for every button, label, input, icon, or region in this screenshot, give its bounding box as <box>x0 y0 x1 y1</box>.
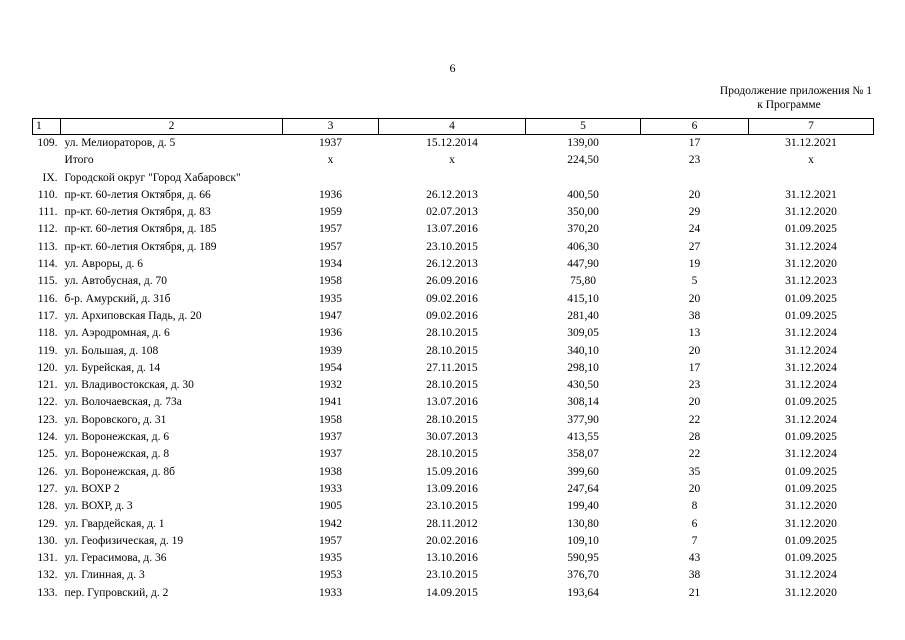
column-header: 5 <box>526 119 641 135</box>
year-cell: 1939 <box>319 344 342 357</box>
residents-cell: 5 <box>691 275 698 288</box>
deadline-cell: 01.09.2025 <box>785 534 837 547</box>
year-cell: 1957 <box>319 534 342 547</box>
row-number-cell: 110. <box>37 188 58 201</box>
table-row <box>33 516 874 533</box>
column-header: 1 <box>33 119 61 135</box>
date-cell: 28.11.2012 <box>426 517 478 530</box>
table-row <box>33 412 874 429</box>
row-number-cell: 117. <box>37 309 58 322</box>
residents-cell: 35 <box>688 465 701 478</box>
row-number-cell: 126. <box>37 465 58 478</box>
year-cell: 1947 <box>319 309 342 322</box>
row-number-cell: 114. <box>37 258 58 271</box>
residents-cell: 20 <box>688 344 701 357</box>
address-cell: ул. Авроры, д. 6 <box>64 258 144 271</box>
table-row <box>33 429 874 446</box>
area-cell: 281,40 <box>567 309 599 322</box>
residents-cell: 24 <box>688 223 701 236</box>
area-cell: 130,80 <box>567 517 599 530</box>
table-header <box>33 119 874 135</box>
address-cell: ул. Герасимова, д. 36 <box>64 552 167 565</box>
row-number-cell: 111. <box>38 206 58 219</box>
area-cell: 350,00 <box>567 206 599 219</box>
address-cell: ул. Архиповская Падь, д. 20 <box>64 309 202 322</box>
year-cell: 1942 <box>319 517 342 530</box>
address-cell: ул. Воровского, д. 31 <box>64 413 167 426</box>
table-row <box>33 394 874 411</box>
column-header: 7 <box>749 119 874 135</box>
year-cell: 1905 <box>319 500 342 513</box>
date-cell: 13.07.2016 <box>426 223 478 236</box>
deadline-cell: 01.09.2025 <box>785 431 837 444</box>
row-number-cell: 113. <box>37 240 58 253</box>
deadline-cell: 31.12.2020 <box>785 586 837 599</box>
residents-cell: 8 <box>691 500 698 513</box>
deadline-cell: 31.12.2020 <box>785 517 837 530</box>
residents-cell: 17 <box>688 137 701 149</box>
residents-cell: 21 <box>688 586 701 599</box>
date-cell: 09.02.2016 <box>426 292 478 305</box>
area-cell: 400,50 <box>567 188 599 201</box>
area-cell: 309,05 <box>567 327 599 340</box>
year-cell: 1933 <box>319 482 342 495</box>
table-row <box>33 273 874 290</box>
date-cell: 13.07.2016 <box>426 396 478 409</box>
table-row <box>33 585 874 602</box>
date-cell: 13.09.2016 <box>426 482 478 495</box>
deadline-cell: 01.09.2025 <box>785 465 837 478</box>
header-row <box>33 119 874 135</box>
area-cell: 298,10 <box>567 361 599 374</box>
address-cell: ул. ВОХР 2 <box>64 482 120 495</box>
area-cell: 377,90 <box>567 413 599 426</box>
row-number-cell: 119. <box>37 344 58 357</box>
deadline-cell: 31.12.2024 <box>785 344 837 357</box>
date-cell: 26.12.2013 <box>426 258 478 271</box>
deadline-cell: 01.09.2025 <box>785 309 837 322</box>
address-cell: пер. Гупровский, д. 2 <box>64 586 169 599</box>
table-row <box>33 187 874 204</box>
date-cell: 23.10.2015 <box>426 240 478 253</box>
row-number-cell: 120. <box>37 361 58 374</box>
area-cell: 413,55 <box>567 431 599 444</box>
page-number: 6 <box>449 61 456 75</box>
table-row <box>33 325 874 342</box>
date-cell: 26.09.2016 <box>426 275 478 288</box>
date-cell: 15.09.2016 <box>426 465 478 478</box>
address-cell: ул. Воронежская, д. 8 <box>64 448 170 461</box>
address-cell: ул. Аэродромная, д. 6 <box>64 327 170 340</box>
row-number-cell: 116. <box>37 292 58 305</box>
column-header: 3 <box>283 119 379 135</box>
address-cell: ул. Глинная, д. 3 <box>64 569 145 582</box>
area-cell: 447,90 <box>567 258 599 271</box>
residents-cell: 13 <box>688 327 701 340</box>
row-number-cell: IX. <box>42 171 58 184</box>
appendix-note-line2: к Программе <box>757 99 821 111</box>
address-cell: ул. ВОХР, д. 3 <box>64 500 133 513</box>
residents-cell: 20 <box>688 482 701 495</box>
year-cell: 1934 <box>319 258 342 271</box>
date-cell: х <box>449 154 455 167</box>
houses-table <box>32 118 874 602</box>
deadline-cell: 31.12.2020 <box>785 258 837 271</box>
section-title: Городской округ "Город Хабаровск" <box>64 171 241 184</box>
residents-cell: 6 <box>691 517 698 530</box>
area-cell: 376,70 <box>567 569 599 582</box>
year-cell: 1953 <box>319 569 342 582</box>
address-cell: ул. Воронежская, д. 8б <box>64 465 176 478</box>
year-cell: 1932 <box>319 379 342 392</box>
total-row <box>33 152 874 169</box>
row-number-cell: 123. <box>37 413 58 426</box>
table-row <box>33 221 874 238</box>
column-header: 6 <box>641 119 749 135</box>
table-row <box>33 204 874 221</box>
area-cell: 415,10 <box>567 292 599 305</box>
appendix-note <box>660 84 872 112</box>
year-cell: 1937 <box>319 137 342 149</box>
address-cell: Итого <box>64 154 94 167</box>
date-cell: 30.07.2013 <box>426 431 478 444</box>
row-number-cell: 122. <box>37 396 58 409</box>
row-number-cell: 124. <box>37 431 58 444</box>
year-cell: 1958 <box>319 413 342 426</box>
area-cell: 75,80 <box>570 275 596 288</box>
table-row <box>33 291 874 308</box>
residents-cell: 38 <box>688 309 701 322</box>
year-cell: 1959 <box>319 206 342 219</box>
table-row <box>33 464 874 481</box>
residents-cell: 20 <box>688 188 701 201</box>
area-cell: 139,00 <box>567 137 599 149</box>
year-cell: 1938 <box>319 465 342 478</box>
area-cell: 308,14 <box>567 396 599 409</box>
date-cell: 28.10.2015 <box>426 448 478 461</box>
table-row <box>33 308 874 325</box>
area-cell: 193,64 <box>567 586 599 599</box>
address-cell: ул. Гвардейская, д. 1 <box>64 517 165 530</box>
row-number-cell: 130. <box>37 534 58 547</box>
row-number-cell: 115. <box>37 275 58 288</box>
year-cell: 1936 <box>319 327 342 340</box>
row-number-cell: 112. <box>37 223 58 236</box>
residents-cell: 19 <box>688 258 701 271</box>
date-cell: 14.09.2015 <box>426 586 478 599</box>
address-cell: пр-кт. 60-летия Октября, д. 66 <box>64 188 211 201</box>
deadline-cell: 31.12.2023 <box>785 275 837 288</box>
area-cell: 370,20 <box>567 223 599 236</box>
date-cell: 26.12.2013 <box>426 188 478 201</box>
residents-cell: 22 <box>688 413 701 426</box>
year-cell: 1935 <box>319 552 342 565</box>
deadline-cell: 31.12.2021 <box>785 137 837 149</box>
deadline-cell: 31.12.2020 <box>785 206 837 219</box>
table-row <box>33 343 874 360</box>
table-row <box>33 239 874 256</box>
area-cell: 247,64 <box>567 482 599 495</box>
area-cell: 340,10 <box>567 344 599 357</box>
deadline-cell: 01.09.2025 <box>785 223 837 236</box>
date-cell: 27.11.2015 <box>426 361 478 374</box>
date-cell: 15.12.2014 <box>426 137 478 149</box>
area-cell: 224,50 <box>567 154 599 167</box>
year-cell: 1936 <box>319 188 342 201</box>
deadline-cell: 31.12.2024 <box>785 379 837 392</box>
area-cell: 399,60 <box>567 465 599 478</box>
date-cell: 28.10.2015 <box>426 413 478 426</box>
deadline-cell: 31.12.2024 <box>785 361 837 374</box>
residents-cell: 38 <box>688 569 701 582</box>
row-number-cell: 133. <box>37 586 58 599</box>
deadline-cell: 01.09.2025 <box>785 292 837 305</box>
table-row <box>33 256 874 273</box>
residents-cell: 27 <box>688 240 701 253</box>
residents-cell: 23 <box>688 379 701 392</box>
deadline-cell: 31.12.2024 <box>785 240 837 253</box>
table-row <box>33 446 874 463</box>
year-cell: 1957 <box>319 240 342 253</box>
area-cell: 590,95 <box>567 552 599 565</box>
row-number-cell: 127. <box>37 482 58 495</box>
date-cell: 20.02.2016 <box>426 534 478 547</box>
row-number-cell: 121. <box>37 379 58 392</box>
year-cell: 1954 <box>319 361 342 374</box>
date-cell: 09.02.2016 <box>426 309 478 322</box>
column-header: 2 <box>61 119 283 135</box>
address-cell: пр-кт. 60-летия Октября, д. 189 <box>64 240 217 253</box>
table-row <box>33 498 874 515</box>
deadline-cell: 31.12.2024 <box>785 448 837 461</box>
year-cell: 1935 <box>319 292 342 305</box>
address-cell: б-р. Амурский, д. 31б <box>64 292 171 305</box>
address-cell: пр-кт. 60-летия Октября, д. 83 <box>64 206 211 219</box>
table-row <box>33 377 874 394</box>
year-cell: х <box>327 154 334 167</box>
deadline-cell: 01.09.2025 <box>785 552 837 565</box>
address-cell: ул. Владивостокская, д. 30 <box>64 379 194 392</box>
year-cell: 1933 <box>319 586 342 599</box>
row-number-cell: 125. <box>37 448 58 461</box>
address-cell: ул. Мелиораторов, д. 5 <box>64 137 176 149</box>
address-cell: ул. Геофизическая, д. 19 <box>64 534 184 547</box>
row-number-cell: 131. <box>37 552 58 565</box>
table-row <box>33 481 874 498</box>
deadline-cell: 31.12.2020 <box>785 500 837 513</box>
address-cell: ул. Большая, д. 108 <box>64 344 159 357</box>
year-cell: 1941 <box>319 396 342 409</box>
table-row <box>33 567 874 584</box>
residents-cell: 7 <box>691 534 698 547</box>
deadline-cell: 01.09.2025 <box>785 482 837 495</box>
date-cell: 02.07.2013 <box>426 206 478 219</box>
residents-cell: 22 <box>688 448 701 461</box>
date-cell: 23.10.2015 <box>426 500 478 513</box>
appendix-note-line1: Продолжение приложения № 1 <box>719 85 872 97</box>
row-number-cell <box>33 152 61 169</box>
table-row <box>33 360 874 377</box>
address-cell: ул. Автобусная, д. 70 <box>64 275 167 288</box>
deadline-cell: 31.12.2021 <box>785 188 837 201</box>
section-row <box>33 170 874 187</box>
date-cell: 28.10.2015 <box>426 327 478 340</box>
area-cell: 406,30 <box>567 240 599 253</box>
area-cell: 109,10 <box>567 534 599 547</box>
table-row <box>33 135 874 153</box>
deadline-cell: х <box>808 154 814 167</box>
residents-cell: 43 <box>688 552 701 565</box>
residents-cell: 20 <box>688 396 701 409</box>
deadline-cell: 31.12.2024 <box>785 413 837 426</box>
address-cell: ул. Воронежская, д. 6 <box>64 431 170 444</box>
area-cell: 430,50 <box>567 379 599 392</box>
date-cell: 23.10.2015 <box>426 569 478 582</box>
address-cell: ул. Волочаевская, д. 73а <box>64 396 182 409</box>
residents-cell: 28 <box>688 431 701 444</box>
row-number-cell: 129. <box>37 517 58 530</box>
deadline-cell: 01.09.2025 <box>785 396 837 409</box>
year-cell: 1957 <box>319 223 342 236</box>
year-cell: 1958 <box>319 275 342 288</box>
area-cell: 199,40 <box>567 500 599 513</box>
deadline-cell: 31.12.2024 <box>785 569 837 582</box>
year-cell: 1937 <box>319 431 342 444</box>
residents-cell: 17 <box>688 361 701 374</box>
residents-cell: 20 <box>688 292 701 305</box>
address-cell: ул. Бурейская, д. 14 <box>64 361 161 374</box>
row-number-cell: 109. <box>37 137 58 149</box>
deadline-cell: 31.12.2024 <box>785 327 837 340</box>
date-cell: 28.10.2015 <box>426 344 478 357</box>
row-number-cell: 132. <box>37 569 58 582</box>
row-number-cell: 128. <box>37 500 58 513</box>
date-cell: 13.10.2016 <box>426 552 478 565</box>
row-number-cell: 118. <box>37 327 58 340</box>
table-row <box>33 550 874 567</box>
table-body <box>33 135 874 603</box>
area-cell: 358,07 <box>567 448 599 461</box>
column-header: 4 <box>379 119 526 135</box>
address-cell: пр-кт. 60-летия Октября, д. 185 <box>64 223 217 236</box>
residents-cell: 23 <box>688 154 701 167</box>
year-cell: 1937 <box>319 448 342 461</box>
residents-cell: 29 <box>688 206 701 219</box>
table-row <box>33 533 874 550</box>
date-cell: 28.10.2015 <box>426 379 478 392</box>
